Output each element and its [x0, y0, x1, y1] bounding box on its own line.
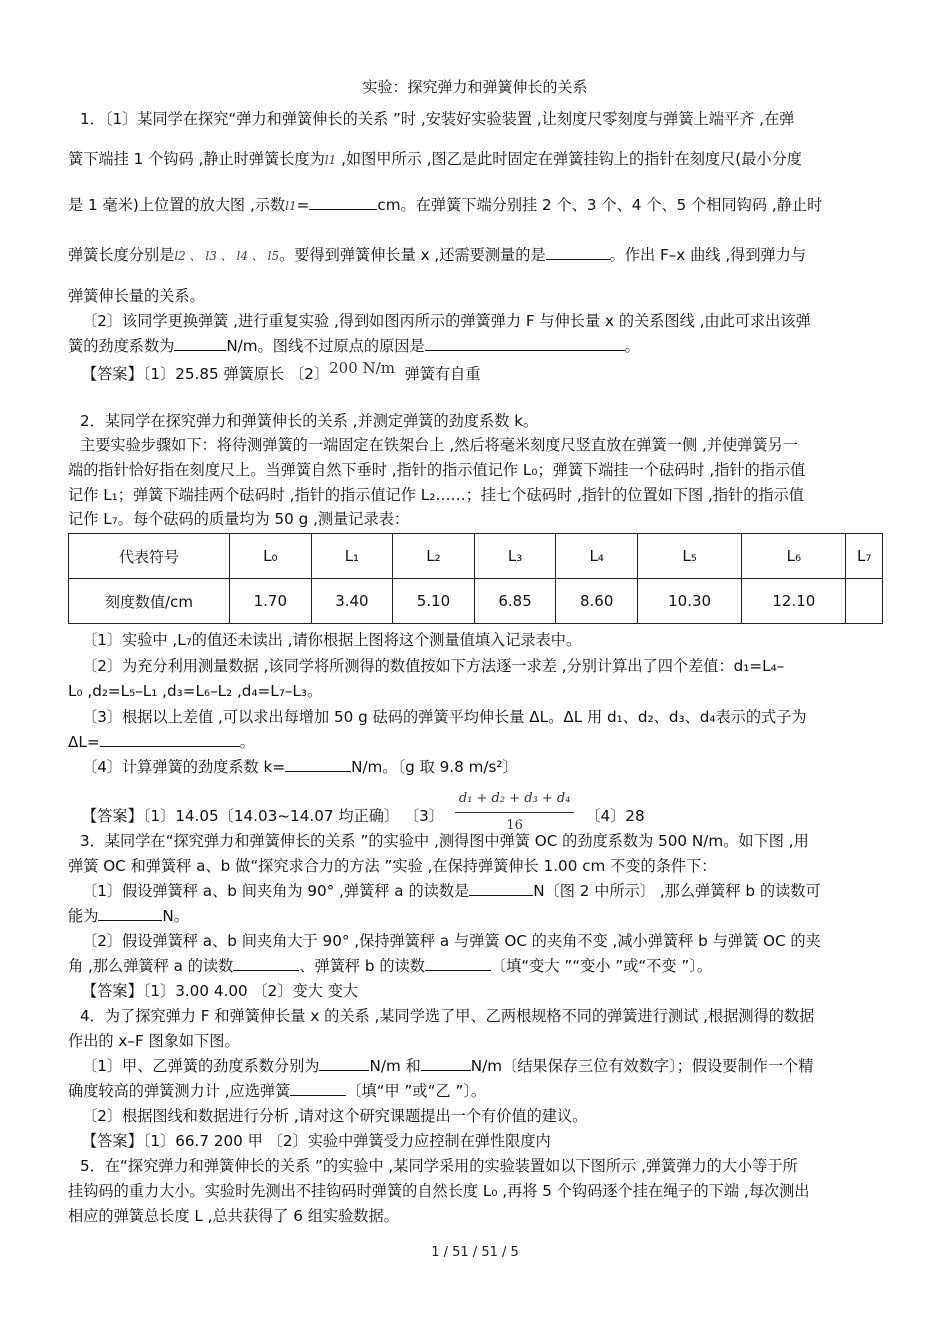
table-cell: L₃	[474, 534, 556, 579]
q4-answer: 【答案】〔1〕66.7 200 甲 〔2〕实验中弹簧受力应控制在弹性限度内	[82, 1132, 551, 1150]
table-cell: L₇	[846, 534, 883, 579]
q3-line-5: 〔2〕假设弹簧秤 a、b 间夹角大于 90° ,保持弹簧秤 a 与弹簧 OC 的夹角不变 ,减小弹簧秤 b 与弹簧 OC 的夹	[82, 932, 821, 950]
q2-step-4: 〔4〕计算弹簧的劲度系数 k= N/m。〔g 取 9.8 m/s²〕	[82, 758, 518, 776]
table-cell: 10.30	[637, 579, 741, 624]
table-row-header	[69, 534, 883, 579]
q1-answer: 【答案】〔1〕25.85 弹簧原长 〔2〕200 N/m 弹簧有自重	[82, 359, 481, 383]
q4-line-3: 〔1〕甲、乙弹簧的劲度系数分别为 N/m 和 N/m〔结果保存三位有效数字〕；假设要制作一个精	[82, 1057, 814, 1075]
table-cell	[846, 579, 883, 624]
record-table	[68, 533, 883, 624]
table-cell: 6.85	[474, 579, 556, 624]
table-cell: L₆	[742, 534, 846, 579]
table-cell: L₂	[393, 534, 475, 579]
q5-line-1: 5．在“探究弹力和弹簧伸长的关系 ”的实验中 ,某同学采用的实验装置如以下图所示 ,弹簧弹力的大小等于所	[80, 1157, 798, 1175]
table-cell: 代表符号	[69, 534, 230, 579]
page-title: 实验：探究弹力和弹簧伸长的关系	[362, 78, 588, 96]
table-cell: L₀	[230, 534, 312, 579]
q4-line-5: 〔2〕根据图线和数据进行分析 ,请对这个研究课题提出一个有价值的建议。	[82, 1107, 588, 1125]
q2-step-3a: 〔3〕根据以上差值 ,可以求出每增加 50 g 砝码的弹簧平均伸长量 ΔL。ΔL 用 d₁、d₂、d₃、d₄表示的式子为	[82, 708, 807, 726]
answer-blank	[285, 757, 351, 772]
q3-line-3: 〔1〕假设弹簧秤 a、b 间夹角为 90° ,弹簧秤 a 的读数是 N〔图 2 中所示〕 ,那么弹簧秤 b 的读数可	[82, 882, 821, 900]
q1-line-4: 弹簧长度分别是l2 、 l3 、 l4 、 l5。要得到弹簧伸长量 x ,还需要测量的是 。作出 F–x 曲线 ,得到弹力与	[68, 246, 807, 264]
table-cell: L₄	[556, 534, 638, 579]
answer-blank	[98, 906, 162, 921]
answer-blank	[421, 1056, 471, 1071]
table-cell: 3.40	[311, 579, 393, 624]
answer-blank	[469, 881, 533, 896]
answer-blank	[425, 956, 491, 971]
answer-blank	[100, 732, 240, 747]
q2-line-4: 记作 L₁；弹簧下端挂两个砝码时 ,指针的指示值记作 L₂……；挂七个砝码时 ,指针的位置如下图 ,指针的指示值	[68, 486, 804, 504]
q2-line-2: 主要实验步骤如下：将待测弹簧的一端固定在铁架台上 ,然后将毫米刻度尺竖直放在弹簧一侧 ,并使弹簧另一	[80, 436, 798, 454]
symbol-list: l2 、 l3 、 l4 、 l5	[174, 249, 280, 263]
answer-blank	[309, 195, 377, 210]
table-cell: 12.10	[742, 579, 846, 624]
q2-step-1: 〔1〕实验中 ,L₇的值还未读出 ,请你根据上图将这个测量值填入记录表中。	[82, 631, 582, 649]
answer-blank	[174, 336, 226, 351]
q1-line-6: 〔2〕该同学更换弹簧 ,进行重复实验 ,得到如图丙所示的弹簧弹力 F 与伸长量 x 的关系图线 ,由此可求出该弹	[82, 312, 811, 330]
symbol-l1: l1	[285, 199, 297, 213]
q3-line-2: 弹簧 OC 和弹簧秤 a、b 做“探究求合力的方法 ”实验 ,在保持弹簧伸长 1.00 cm 不变的条件下：	[68, 857, 717, 875]
table-cell: 8.60	[556, 579, 638, 624]
q2-step-3b: ΔL= 。	[68, 733, 255, 751]
table-cell: 1.70	[230, 579, 312, 624]
table-cell: 5.10	[393, 579, 475, 624]
q2-answer: 【答案】〔1〕14.05〔14.03~14.07 均正确〕 〔3〕 $\frac{\text{d₁ + d₂ + d₃ + d₄}}{16}$ 〔4〕28	[82, 792, 645, 841]
q5-line-2: 挂钩码的重力大小。实验时先测出不挂钩码时弹簧的自然长度 L₀ ,再将 5 个钩码逐个挂在绳子的下端 ,每次测出	[68, 1182, 810, 1200]
page-footer: 1 / 51 / 51 / 5	[431, 1245, 519, 1260]
answer-blank	[425, 336, 625, 351]
q1-line-5: 弹簧伸长量的关系。	[68, 287, 205, 305]
q1-line-2: 簧下端挂 1 个钩码 ,静止时弹簧长度为l1 ,如图甲所示 ,图乙是此时固定在弹簧挂钩上的指针在刻度尺(最小分度	[68, 150, 802, 168]
answer-formula-image: 200 N/m	[329, 359, 395, 377]
answer-blank	[233, 956, 299, 971]
answer-blank	[546, 245, 610, 260]
q1-line-3: 是 1 毫米)上位置的放大图 ,示数l1= cm。在弹簧下端分别挂 2 个、3 个、4 个、5 个相同钩码 ,静止时	[68, 196, 823, 214]
q3-line-6: 角 ,那么弹簧秤 a 的读数 、弹簧秤 b 的读数 〔填“变大 ”“变小 ”或“不变 ”〕。	[68, 957, 713, 975]
q4-line-4: 确度较高的弹簧测力计 ,应选弹簧 〔填“甲 ”或“乙 ”〕。	[68, 1082, 487, 1100]
q3-answer: 【答案】〔1〕3.00 4.00 〔2〕变大 变大	[82, 982, 359, 1000]
table-cell: L₁	[311, 534, 393, 579]
answer-blank	[319, 1056, 369, 1071]
q1-line-7: 簧的劲度系数为 N/m。图线不过原点的原因是 。	[68, 337, 640, 355]
symbol-l1: l1	[324, 153, 337, 167]
q2-step-2a: 〔2〕为充分利用测量数据 ,该同学将所测得的数值按如下方法逐一求差 ,分别计算出了四个差值：d₁=L₄–	[82, 657, 785, 675]
table-cell: 刻度数值/cm	[69, 579, 230, 624]
table-cell: L₅	[637, 534, 741, 579]
q2-line-3: 端的指针恰好指在刻度尺上。当弹簧自然下垂时 ,指针的指示值记作 L₀；弹簧下端挂一个砝码时 ,指针的指示值	[68, 461, 806, 479]
q3-line-1: 3．某同学在“探究弹力和弹簧伸长的关系 ”的实验中 ,测得图中弹簧 OC 的劲度系数为 500 N/m。如下图 ,用	[80, 832, 809, 850]
q2-line-1: 2．某同学在探究弹力和弹簧伸长的关系 ,并测定弹簧的劲度系数 k。	[80, 412, 539, 430]
q2-line-5: 记作 L₇。每个砝码的质量均为 50 g ,测量记录表：	[68, 510, 410, 528]
fraction-formula: $\frac{\text{d₁ + d₂ + d₃ + d₄}}{16}$	[455, 788, 575, 837]
answer-blank	[290, 1081, 346, 1096]
q4-line-1: 4．为了探究弹力 F 和弹簧伸长量 x 的关系 ,某同学选了甲、乙两根规格不同的弹簧进行测试 ,根据测得的数据	[80, 1007, 815, 1025]
q3-line-4: 能为 N。	[68, 907, 189, 925]
q5-line-3: 相应的弹簧总长度 L ,总共获得了 6 组实验数据。	[68, 1207, 399, 1225]
q2-step-2b: L₀ ,d₂=L₅–L₁ ,d₃=L₆–L₂ ,d₄=L₇–L₃。	[68, 682, 323, 700]
q4-line-2: 作出的 x–F 图象如下图。	[68, 1032, 240, 1050]
table-row-values	[69, 579, 883, 624]
q1-line-1: 1．〔1〕某同学在探究“弹力和弹簧伸长的关系 ”时 ,安装好实验装置 ,让刻度尺零刻度与弹簧上端平齐 ,在弹	[80, 110, 795, 128]
